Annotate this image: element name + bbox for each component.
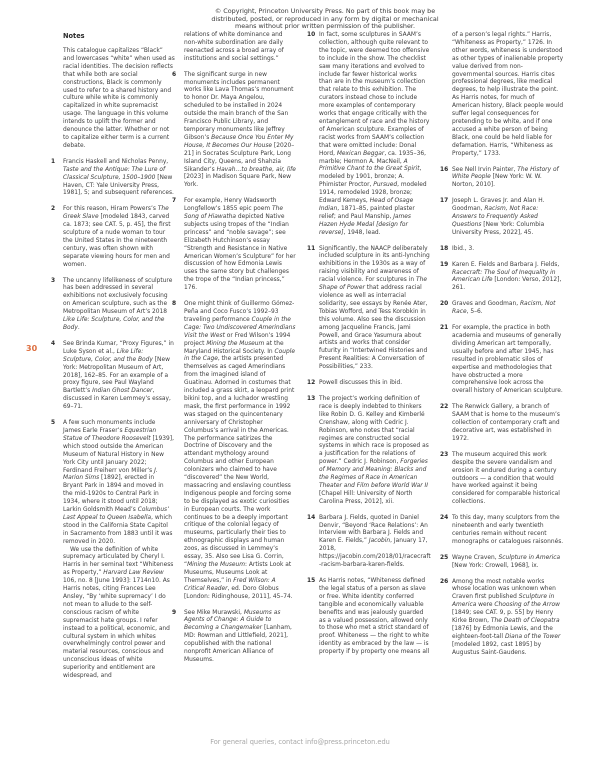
note-25 (440, 555, 564, 571)
note-20 (440, 301, 564, 317)
note-number: 4 (51, 340, 56, 347)
note-number: 14 (307, 514, 316, 521)
note-body: A few such monuments include James Earle Fraser’s Equestrian Statue of Theodore Roosevelt [1939], which stood outside the American Museum of Natural History in New York City until January 2022; Ferdinand Freiherr von Miller’s J. Marion Sims [1892], erected in Bryant Park in 1894 and moved in the mid-1920s to Central Park in 1934, where it stood until 2018; Larkin Goldsmith Mead’s Columbus’ Last Appeal to Queen Isabella, which stood in the California State Capitol in Sacramento from 1883 until it was removed in 2020. We use the definition of white supremacy articulated by Cheryl I. Harris in her seminal text “Whiteness as Property,” Harvard Law Review 106, no. 8 [June 1993]: 1714n10. As Harris notes, citing Frances Lee Ansley, “By ‘white supremacy’ I do not mean to allude to the self-conscious racism of white supremacist hate groups. I refer instead to a political, economic, and cultural system in which whites overwhelmingly control power and material resources, conscious and unconscious ideas of white superiority and entitlement are widespread, and (63, 420, 174, 680)
note-12 (307, 380, 431, 388)
note-19 (440, 262, 564, 294)
note-number: 10 (307, 32, 316, 38)
note-body: Wayne Craven, Sculpture in America [New York: Crowell, 1968], ix. (452, 554, 561, 569)
note-number: 12 (307, 380, 316, 387)
note-body: One might think of Guillermo Gómez-Peña and Coco Fusco’s 1992–93 traveling performance Couple in the Cage: Two Undiscovered Amerindians Visit the West or Fred Wilson’s 1994 project Mining the Museum at the Maryland Historical Society. In Couple in the Cage, the artists presented themselves as caged Amerindians from the imagined island of Guatinau. Adorned in costumes that included a grass skirt, a leopard print bikini top, and a luchador wrestling mask, the first performance in 1992 was staged on the quincentenary anniversary of Christopher Columbus’s arrival in the Americas. The performance satirizes the Doctrine of Discovery and the attendant mythology around Columbus and other European colonizers who claimed to have “discovered” the New World, massacring and enslaving countless Indigenous people and forcing some to be displayed as exotic curiosities in European courts. The work continues to be a deeply important critique of the colonial legacy of museums, particularly their ties to ethnographic displays and human zoos, as discussed in Lemmey’s essay, 35. Also see Lisa G. Corrin, “Mining the Museum: Artists Look at Museums, Museums Look at Themselves,” in Fred Wilson: A Critical Reader, ed. Doro Globus [London: Ridinghouse, 2011], 45–74. (184, 301, 296, 600)
note-body: As Harris notes, “Whiteness defined the legal status of a person as slave or free. White identity conferred tangible and economically valuable benefits and was jealously guarded as a valued possession, allowed only to those who met a strict standard of proof. Whiteness — the right to white identity as embraced by the law — is property if by property one means all (319, 578, 430, 656)
note-body: Karen E. Fields and Barbara J. Fields, Racecraft: The Soul of Inequality in American Life [London: Verso, 2012], 261. (452, 261, 562, 292)
note-body: For example, the practice in both academia and museums of generally dividing American art temporally, usually before and after 1945, has resulted in problematic silos of expertise and methodologies that have obstructed a more comprehensive look across the overall history of American sculpture. (452, 325, 563, 395)
note-number: 9 (172, 609, 177, 616)
note-body: of a person’s legal rights.” Harris, “Whiteness as Property,” 1726. In other words, whiteness is understood as other types of inalienable property value derived from non-governmental sources. Harris cites professional degrees, like medical degrees, to help illustrate the point. As Harris notes, for much of American history, Black people would suffer legal consequences for pretending to be white, and if one accused a white person of being Black, one could be held liable for defamation. Harris, “Whiteness as Property,” 1733. (452, 32, 564, 157)
note-body: The museum acquired this work despite the severe vandalism and erosion it endured during a century outdoors — a condition that would have worked against it being considered for comparable historical collections. (452, 451, 560, 506)
note-body: Powell discusses this in ibid. (319, 380, 403, 387)
note-number: 2 (51, 206, 56, 213)
note-number: 17 (440, 198, 449, 205)
note-body: For example, Henry Wadsworth Longfellow’s 1855 epic poem The Song of Hiawatha depicted Native subjects using tropes of the “Indian princess” and “noble savage”; see Elizabeth Hutchinson’s essay “Strength and Resistance in Native American Women’s Sculpture” for her discussion of how Edmonia Lewis uses the same story but challenges the trope of the “Indian princess,” 176. (184, 198, 296, 292)
note-number (51, 48, 63, 151)
note-14 (307, 515, 431, 570)
note-18 (440, 246, 564, 254)
note-body: To this day, many sculptors from the nineteenth and early twentieth centuries remain without recent monographs or catalogues raisonnés. (452, 515, 564, 545)
note-number: 6 (172, 71, 177, 78)
note-body: Among the most notable works whose location was unknown when Craven first published Sculpture in America were Choosing of the Arrow [1849; see CAT. 9, p. 55] by Henry Kirke Brown, The Death of Cleopatra [1876] by Edmonia Lewis, and the eighteen-foot-tall Diana of the Tower [modeled 1892, cast 1895] by Augustus Saint-Gaudens. (452, 578, 561, 656)
note-number: 15 (307, 578, 316, 584)
note-body: Joseph L. Graves Jr. and Alan H. Goodman, Racism, Not Race: Answers to Frequently Asked Questions [New York: Columbia University Press, 2022], 45. (452, 198, 545, 236)
note-number: 25 (440, 554, 449, 561)
note-continuation-block (440, 32, 564, 159)
note-number: 5 (51, 420, 56, 427)
note-11 (307, 246, 431, 373)
note-26 (440, 579, 564, 658)
note-9 (172, 610, 296, 665)
notes-column-4 (440, 32, 564, 666)
note-body: Francis Haskell and Nicholas Penny, Taste and the Antique: The Lure of Classical Sculpture, 1500–1900 [New Haven, CT: Yale University Press, 1981], 5; and subsequent references. (63, 158, 174, 197)
note-number: 16 (440, 166, 449, 173)
copyright-notice (50, 8, 600, 31)
note-13 (307, 396, 431, 507)
note-3 (51, 278, 175, 333)
copyright-line: © Copyright, Princeton University Press. No part of this book may be (214, 7, 436, 15)
note-number: 24 (440, 515, 449, 522)
note-body: The significant surge in new monuments includes permanent works like Lava Thomas’s monument to honor Dr. Maya Angelou, scheduled to be installed in 2024 outside the main branch of the San Francisco Public Library, and temporary monuments like Jeffrey Gibson’s Because Once You Enter My House, It Becomes Our House [2020–21] in Socrates Sculpture Park, Long Island City, Queens, and Shahzia Sikander’s Havah…to breathe, air, life [2023] in Madison Square Park, New York. (184, 71, 296, 189)
note-body: Barbara J. Fields, quoted in Daniel Denvir, “Beyond ‘Race Relations’: An Interview with Barbara J. Fields and Karen E. Fields,” Jacobin, January 17, 2018, https://jacobin.com/2018/01/racecraft-racism-barbara-karen-fields. (319, 514, 431, 569)
note-4 (51, 341, 175, 412)
note-8 (172, 301, 296, 601)
note-number (440, 32, 452, 159)
notes-column-3 (307, 32, 431, 665)
note-body: relations of white dominance and non-white subordination are daily reenacted across a broad array of institutions and social settings.” (184, 32, 284, 62)
note-15 (307, 578, 431, 657)
note-body: Ibid., 3. (452, 245, 475, 252)
note-body: For this reason, Hiram Powers’s The Greek Slave [modeled 1843, carved ca. 1873; see CAT. 5, p. 45], the first sculpture of a nude woman to tour the United States in the nineteenth century, was often shown with separate viewing hours for men and women. (63, 206, 171, 268)
footer-contact-line: For general queries, contact info@press.princeton.edu (210, 738, 390, 746)
note-number: 1 (51, 158, 56, 165)
note-number: 11 (307, 245, 316, 252)
note-22 (440, 404, 564, 444)
note-body: The uncanny lifelikeness of sculpture has been addressed in several exhibitions not exclusively focusing on American sculpture, such as the Metropolitan Museum of Art’s 2018 Like Life: Sculpture, Color, and the Body. (63, 277, 173, 331)
note-16 (440, 167, 564, 191)
note-body: Graves and Goodman, Racism, Not Race, 5–6. (452, 301, 556, 316)
note-continuation-block (51, 48, 175, 151)
note-body: In fact, some sculptures in SAAM’s collection, although quite relevant to the topic, were deemed too offensive to include in the show. The checklist saw many iterations and evolved to include far fewer historical works than are in the museum’s collection that relate to this exhibition. The curators instead chose to include more examples of contemporary works that engage critically with the entanglement of race and the history of American sculpture. Examples of racist works from SAAM’s collection that were omitted include: Donal Hord, Mexican Beggar, ca. 1935–36, marble; Hermon A. MacNeil, A Primitive Chant to the Great Spirit, modeled by 1901, bronze; A. Phimister Proctor, Pursued, modeled 1914, remodeled 1928, bronze; Edward Kemeys, Head of Osage Indian, 1871–85, painted plaster relief; and Paul Manship, James Hazen Hyde Medal [design for reverse], 1948, lead. (319, 32, 430, 236)
note-21 (440, 325, 564, 396)
note-number: 26 (440, 578, 449, 585)
notes-column-2 (172, 32, 296, 673)
copyright-line: means without prior written permission of the publisher. (235, 22, 415, 31)
note-number: 21 (440, 325, 449, 332)
note-number: 20 (440, 301, 449, 308)
note-number: 7 (172, 198, 177, 205)
note-1 (51, 159, 175, 199)
note-23 (440, 452, 564, 507)
notes-heading: Notes (63, 32, 85, 40)
note-body: Significantly, the NAACP deliberately included sculpture in its anti-lynching exhibitions in the 1930s as a way of raising visibility and awareness of racial violence. For sculptures in The Shape of Power that address racial violence as well as interracial solidarity, see essays by Renée Ater, Tobias Wofford, and Tess Korobkin in this volume. Also see the discussion among Jacqueline Francis, Jami Powell, and Grace Yasumura about artists and works that consider futurity in “Intertwined Histories and Present Realities: A Conversation of Possibilities,” 233. (319, 245, 430, 371)
page-number: 30 (26, 344, 38, 353)
notes-column-1 (51, 32, 175, 689)
note-body: See Nell Irvin Painter, The History of White People [New York: W. W. Norton, 2010]. (452, 166, 559, 189)
note-body: See Brinda Kumar, “Proxy Figures,” in Luke Syson et al., Like Life: Sculpture, Color, and the Body [New York: Metropolitan Museum of Art, 2018], 162–85. For an example of a proxy figure, see Paul Wayland Bartlett’s Indian Ghost Dancer, discussed in Karen Lemmey’s essay, 69–71. (63, 340, 174, 411)
note-number: 3 (51, 277, 56, 284)
note-number: 19 (440, 261, 449, 268)
note-number (172, 32, 184, 64)
note-number: 18 (440, 245, 449, 252)
note-body: This catalogue capitalizes “Black” and lowercases “white” when used as racial identities. The decision reflects that while both are social constructions, Black is commonly used to refer to a shared history and culture while white is commonly capitalized in white supremacist usage. The language in this volume intends to uplift the former and denounce the latter. Whether or not to capitalize either term is a current debate. (63, 48, 175, 149)
note-6 (172, 72, 296, 191)
note-body: The project’s working definition of race is deeply indebted to thinkers like Robin D. G. Kelley and Kimberlé Crenshaw, along with Cedric J. Robinson, who notes that “racial regimes are constructed social systems in which race is proposed as a justification for the relations of power.” Cedric J. Robinson, Forgeries of Memory and Meaning: Blacks and the Regimes of Race in American Theater and Film before World War II [Chapel Hill: University of North Carolina Press, 2012], xii. (319, 395, 429, 505)
note-17 (440, 198, 564, 238)
note-10 (307, 32, 431, 238)
note-body: The Renwick Gallery, a branch of SAAM that is home to the museum’s collection of contemporary craft and decorative art, was established in 1972. (452, 404, 560, 442)
note-5 (51, 420, 175, 681)
note-number: 8 (172, 301, 177, 308)
note-number: 23 (440, 451, 449, 458)
note-number: 13 (307, 395, 316, 402)
copyright-line: distributed, posted, or reproduced in any form by digital or mechanical (211, 14, 439, 23)
note-body: See Mike Murawski, Museums as Agents of Change: A Guide to Becoming a Changemaker [Lanham, MD: Rowman and Littlefield, 2021], copublished with the national nonprofit American Alliance of Museums. (184, 609, 292, 663)
note-2 (51, 206, 175, 269)
note-number: 22 (440, 404, 449, 411)
note-24 (440, 515, 564, 547)
note-7 (172, 198, 296, 293)
note-continuation-block (172, 32, 296, 64)
